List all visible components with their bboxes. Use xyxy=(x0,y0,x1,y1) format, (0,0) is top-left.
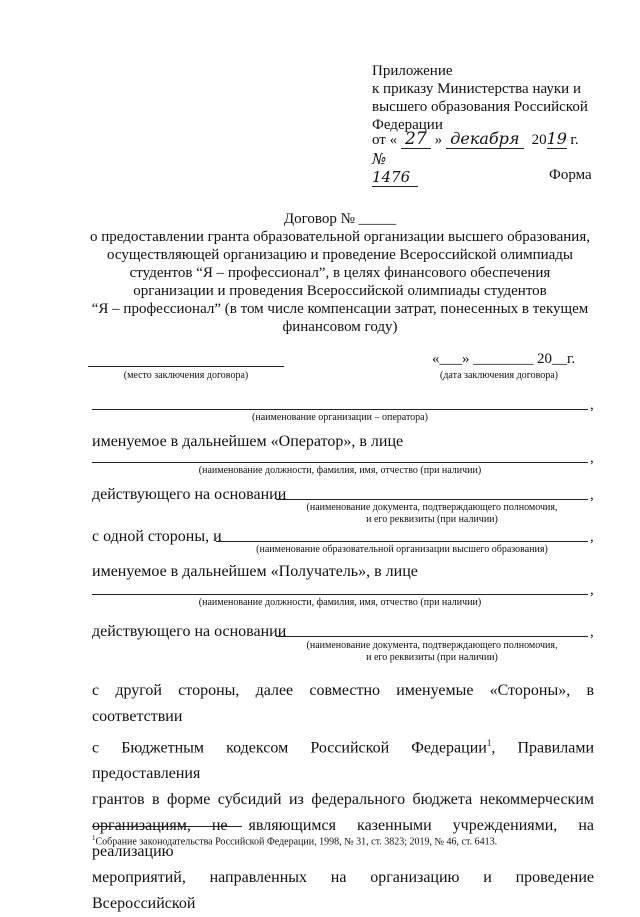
title-line-1: Договор № _____ xyxy=(283,211,397,227)
footnote xyxy=(92,832,592,848)
doc-caption-1a: (наименование документа, подтверждающего полномочия, xyxy=(306,502,558,513)
body-line-2a: с Бюджетным кодексом Российской Федерации xyxy=(92,739,487,757)
appendix-line-4: Федерации xyxy=(372,117,443,133)
order-number: № 1476 xyxy=(372,150,418,187)
recipient-person-caption: (наименование должности, фамилия, имя, отчество (при наличии) xyxy=(198,597,482,608)
operator-person-comma: , xyxy=(590,450,594,466)
date-year: 19 xyxy=(546,129,567,148)
appendix-date xyxy=(372,130,622,152)
date-month: декабря xyxy=(446,130,524,149)
body-line-2b: , Правилами предоставления xyxy=(92,739,594,783)
footnote-separator xyxy=(92,826,242,827)
title-line-6: “Я – профессионал” (в том числе компенсации затрат, понесенных в текущем xyxy=(91,301,589,317)
basis-line-2 xyxy=(276,636,588,637)
title-line-3: осуществляющей организацию и проведение Всероссийской олимпиады xyxy=(107,247,573,263)
doc-caption-1b: и его реквизиты (при наличии) xyxy=(366,514,498,525)
place-caption: (место заключения договора) xyxy=(123,370,249,381)
operator-comma: , xyxy=(590,397,594,413)
body-line-1: с другой стороны, далее совместно именуемые «Стороны», в соответствии xyxy=(92,682,594,725)
title-line-4: студентов “Я – профессионал”, в целях финансового обеспечения xyxy=(129,265,551,281)
title-line-2: о предоставлении гранта образовательной организации высшего образования, xyxy=(90,229,590,245)
body-line-3: грантов в форме субсидий из федерального бюджета некоммерческим xyxy=(92,791,594,809)
recipient-person-comma: , xyxy=(590,582,594,598)
acting-basis-1: действующего на основании xyxy=(92,486,287,503)
recipient-comma: , xyxy=(590,529,594,545)
body-line-4: организациям, не являющимся казенными учреждениями, на реализацию xyxy=(92,817,594,861)
basis-line-1 xyxy=(276,499,588,500)
recipient-caption: (наименование образовательной организации высшего образования) xyxy=(256,544,548,555)
body-paragraph xyxy=(92,678,594,917)
place-line xyxy=(88,366,284,367)
date-day: 27 xyxy=(401,130,431,149)
footnote-text: Собрание законодательства Российской Федерации, 1998, № 31, ст. 3823; 2019, № 46, ст. 6413. xyxy=(95,836,498,848)
appendix-line-2: к приказу Министерства науки и xyxy=(372,81,581,97)
date-prefix: от « xyxy=(372,132,398,148)
operator-person-line xyxy=(92,462,588,463)
doc-caption-2b: и его реквизиты (при наличии) xyxy=(366,652,498,663)
form-label: Форма xyxy=(549,167,592,183)
recipient-line xyxy=(216,541,588,542)
footnote-ref: 1 xyxy=(486,738,492,748)
title-line-7: финансовом году) xyxy=(282,319,398,335)
document-title xyxy=(80,210,600,336)
date-caption: (дата заключения договора) xyxy=(440,370,558,381)
basis-comma-2: , xyxy=(590,624,594,640)
body-line-5: мероприятий, направленных на организацию и проведение Всероссийской xyxy=(92,869,594,913)
date-year-prefix: 20 xyxy=(531,132,547,148)
appendix-line-3: высшего образования Российской xyxy=(372,99,588,115)
footnote-mark: 1 xyxy=(92,834,96,842)
operator-person-caption: (наименование должности, фамилия, имя, отчество (при наличии) xyxy=(198,465,482,476)
body-line-2 xyxy=(92,730,594,787)
doc-caption-2a: (наименование документа, подтверждающего полномочия, xyxy=(306,640,558,651)
operator-line xyxy=(92,409,588,410)
title-line-5: организации и проведения Всероссийской олимпиады студентов xyxy=(133,283,547,299)
basis-comma-1: , xyxy=(590,487,594,503)
operator-caption: (наименование организации – оператора) xyxy=(252,412,428,423)
acting-basis-2: действующего на основании xyxy=(92,623,287,640)
appendix-block xyxy=(372,62,622,134)
one-side: с одной стороны, и xyxy=(92,528,222,545)
recipient-person-line xyxy=(92,594,588,595)
recipient-named: именуемое в дальнейшем «Получатель», в лице xyxy=(92,563,418,580)
operator-named: именуемое в дальнейшем «Оператор», в лице xyxy=(92,433,404,450)
contract-date: «___» ________ 20__г. xyxy=(432,351,576,367)
date-suffix: г. xyxy=(570,132,579,148)
appendix-line-1: Приложение xyxy=(372,63,453,79)
date-mid: » xyxy=(434,132,443,148)
